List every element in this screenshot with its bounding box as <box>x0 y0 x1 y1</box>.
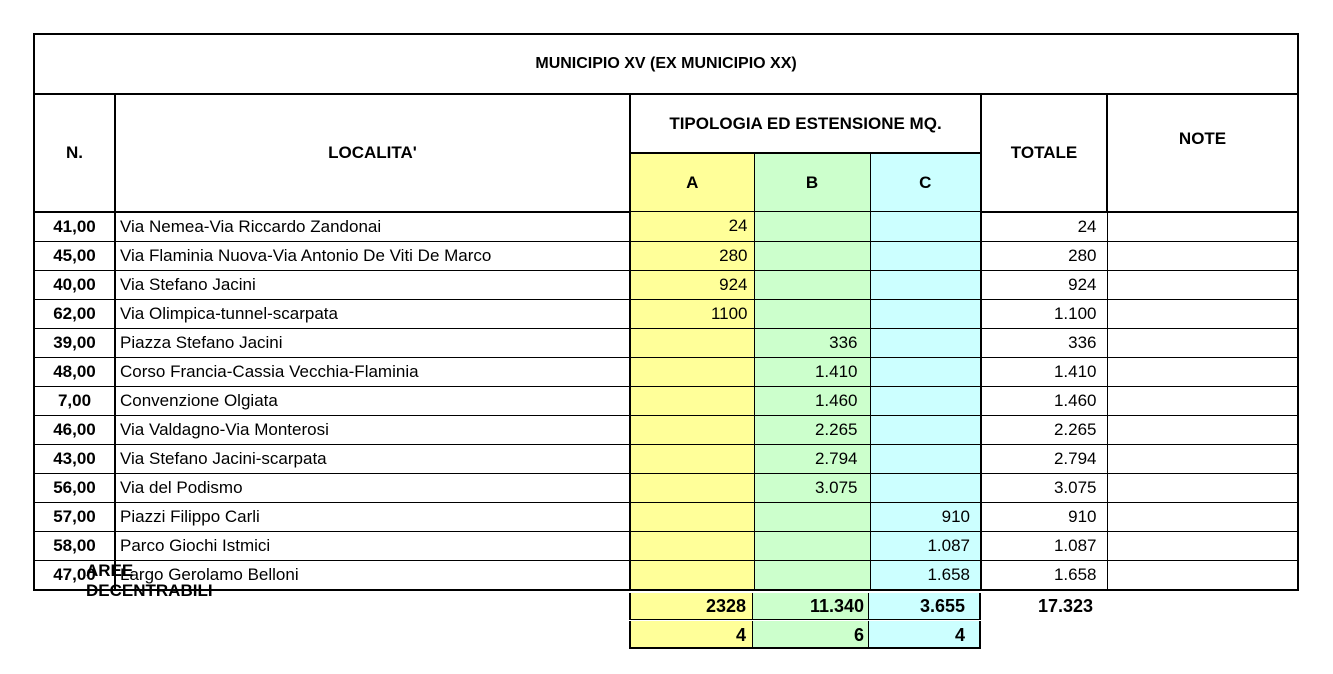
row-value-a <box>630 473 754 502</box>
row-value-a: 1100 <box>630 299 754 328</box>
row-totale: 910 <box>981 502 1107 531</box>
header-col-c: C <box>870 153 981 212</box>
row-value-b <box>754 502 870 531</box>
row-number: 62,00 <box>34 299 115 328</box>
sum-a: 2328 <box>629 593 753 620</box>
table-row <box>34 212 1298 242</box>
row-value-c <box>870 444 981 473</box>
table-row <box>34 299 1298 328</box>
row-totale: 2.794 <box>981 444 1107 473</box>
row-totale: 1.100 <box>981 299 1107 328</box>
row-number: 57,00 <box>34 502 115 531</box>
row-totale: 24 <box>981 212 1107 242</box>
row-totale: 336 <box>981 328 1107 357</box>
spreadsheet <box>33 33 1297 591</box>
row-totale: 924 <box>981 270 1107 299</box>
header-col-a: A <box>630 153 754 212</box>
row-value-c: 1.087 <box>870 531 981 560</box>
row-value-c <box>870 212 981 242</box>
row-value-c <box>870 270 981 299</box>
row-totale: 280 <box>981 241 1107 270</box>
row-value-c <box>870 299 981 328</box>
header-localita: LOCALITA' <box>115 94 630 212</box>
sum-b: 11.340 <box>753 593 869 620</box>
row-value-b: 2.265 <box>754 415 870 444</box>
row-note <box>1107 444 1298 473</box>
row-localita: Convenzione Olgiata <box>115 386 630 415</box>
row-totale: 1.410 <box>981 357 1107 386</box>
row-value-a: 924 <box>630 270 754 299</box>
row-number: 56,00 <box>34 473 115 502</box>
data-rows <box>34 212 1298 590</box>
row-note <box>1107 299 1298 328</box>
row-value-b: 1.410 <box>754 357 870 386</box>
table-row <box>34 328 1298 357</box>
count-b: 6 <box>753 621 869 649</box>
row-value-a <box>630 386 754 415</box>
row-number: 47,00 <box>34 560 115 590</box>
row-value-c <box>870 357 981 386</box>
table-row <box>34 531 1298 560</box>
table-row <box>34 270 1298 299</box>
row-value-a <box>630 560 754 590</box>
header-totale: TOTALE <box>981 94 1107 212</box>
row-value-a <box>630 415 754 444</box>
table-row <box>34 241 1298 270</box>
row-localita: Piazza Stefano Jacini <box>115 328 630 357</box>
table-row <box>34 502 1298 531</box>
table-row <box>34 473 1298 502</box>
row-note <box>1107 415 1298 444</box>
row-number: 43,00 <box>34 444 115 473</box>
row-value-c <box>870 328 981 357</box>
row-value-b: 3.075 <box>754 473 870 502</box>
row-value-b: 336 <box>754 328 870 357</box>
row-note <box>1107 502 1298 531</box>
row-totale: 2.265 <box>981 415 1107 444</box>
row-number: 41,00 <box>34 212 115 242</box>
row-value-a <box>630 357 754 386</box>
row-localita: Via del Podismo <box>115 473 630 502</box>
row-note <box>1107 473 1298 502</box>
table-row <box>34 444 1298 473</box>
sum-total: 17.323 <box>1037 596 1093 616</box>
table-row <box>34 386 1298 415</box>
row-value-c <box>870 473 981 502</box>
header-n: N. <box>34 94 115 212</box>
row-localita: Piazzi Filippo Carli <box>115 502 630 531</box>
row-totale: 1.087 <box>981 531 1107 560</box>
row-value-b <box>754 299 870 328</box>
row-totale: 1.460 <box>981 386 1107 415</box>
row-totale: 1.658 <box>981 560 1107 590</box>
row-note <box>1107 560 1298 590</box>
count-c: 4 <box>869 621 981 649</box>
row-value-b <box>754 560 870 590</box>
row-localita: Corso Francia-Cassia Vecchia-Flaminia <box>115 357 630 386</box>
table-row <box>34 415 1298 444</box>
header-col-b: B <box>754 153 870 212</box>
count-a: 4 <box>629 621 753 649</box>
row-value-a <box>630 444 754 473</box>
row-note <box>1107 357 1298 386</box>
row-note <box>1107 328 1298 357</box>
row-localita: Via Stefano Jacini <box>115 270 630 299</box>
row-number: 58,00 <box>34 531 115 560</box>
row-number: 45,00 <box>34 241 115 270</box>
row-totale: 3.075 <box>981 473 1107 502</box>
row-value-a <box>630 328 754 357</box>
row-note <box>1107 386 1298 415</box>
row-number: 46,00 <box>34 415 115 444</box>
row-localita: Via Valdagno-Via Monterosi <box>115 415 630 444</box>
row-number: 40,00 <box>34 270 115 299</box>
row-value-b: 1.460 <box>754 386 870 415</box>
row-value-c <box>870 415 981 444</box>
row-localita: Largo Gerolamo Belloni <box>115 560 630 590</box>
row-value-a <box>630 531 754 560</box>
table-row <box>34 357 1298 386</box>
row-value-a: 24 <box>630 212 754 242</box>
row-localita: Via Flaminia Nuova-Via Antonio De Viti De Marco <box>115 241 630 270</box>
row-localita: Via Stefano Jacini-scarpata <box>115 444 630 473</box>
table-row <box>34 560 1298 590</box>
row-localita: Via Olimpica-tunnel-scarpata <box>115 299 630 328</box>
row-value-b <box>754 270 870 299</box>
row-number: 7,00 <box>34 386 115 415</box>
row-value-c: 910 <box>870 502 981 531</box>
row-localita: Parco Giochi Istmici <box>115 531 630 560</box>
header-note: NOTE <box>1107 94 1298 212</box>
row-value-c <box>870 241 981 270</box>
row-note <box>1107 531 1298 560</box>
table-body <box>34 34 1298 212</box>
row-note <box>1107 212 1298 242</box>
summary-label: AREE DECENTRABILI <box>86 561 213 600</box>
row-note <box>1107 270 1298 299</box>
row-value-b <box>754 212 870 242</box>
aree-table <box>33 33 1299 591</box>
row-value-c: 1.658 <box>870 560 981 590</box>
sheet-title: MUNICIPIO XV (EX MUNICIPIO XX) <box>34 34 1298 94</box>
row-value-c <box>870 386 981 415</box>
row-number: 48,00 <box>34 357 115 386</box>
row-value-a <box>630 502 754 531</box>
sum-c: 3.655 <box>869 593 981 620</box>
row-localita: Via Nemea-Via Riccardo Zandonai <box>115 212 630 242</box>
row-value-b: 2.794 <box>754 444 870 473</box>
row-value-b <box>754 241 870 270</box>
row-value-b <box>754 531 870 560</box>
row-note <box>1107 241 1298 270</box>
header-tipologia: TIPOLOGIA ED ESTENSIONE MQ. <box>630 94 981 153</box>
row-number: 39,00 <box>34 328 115 357</box>
row-value-a: 280 <box>630 241 754 270</box>
